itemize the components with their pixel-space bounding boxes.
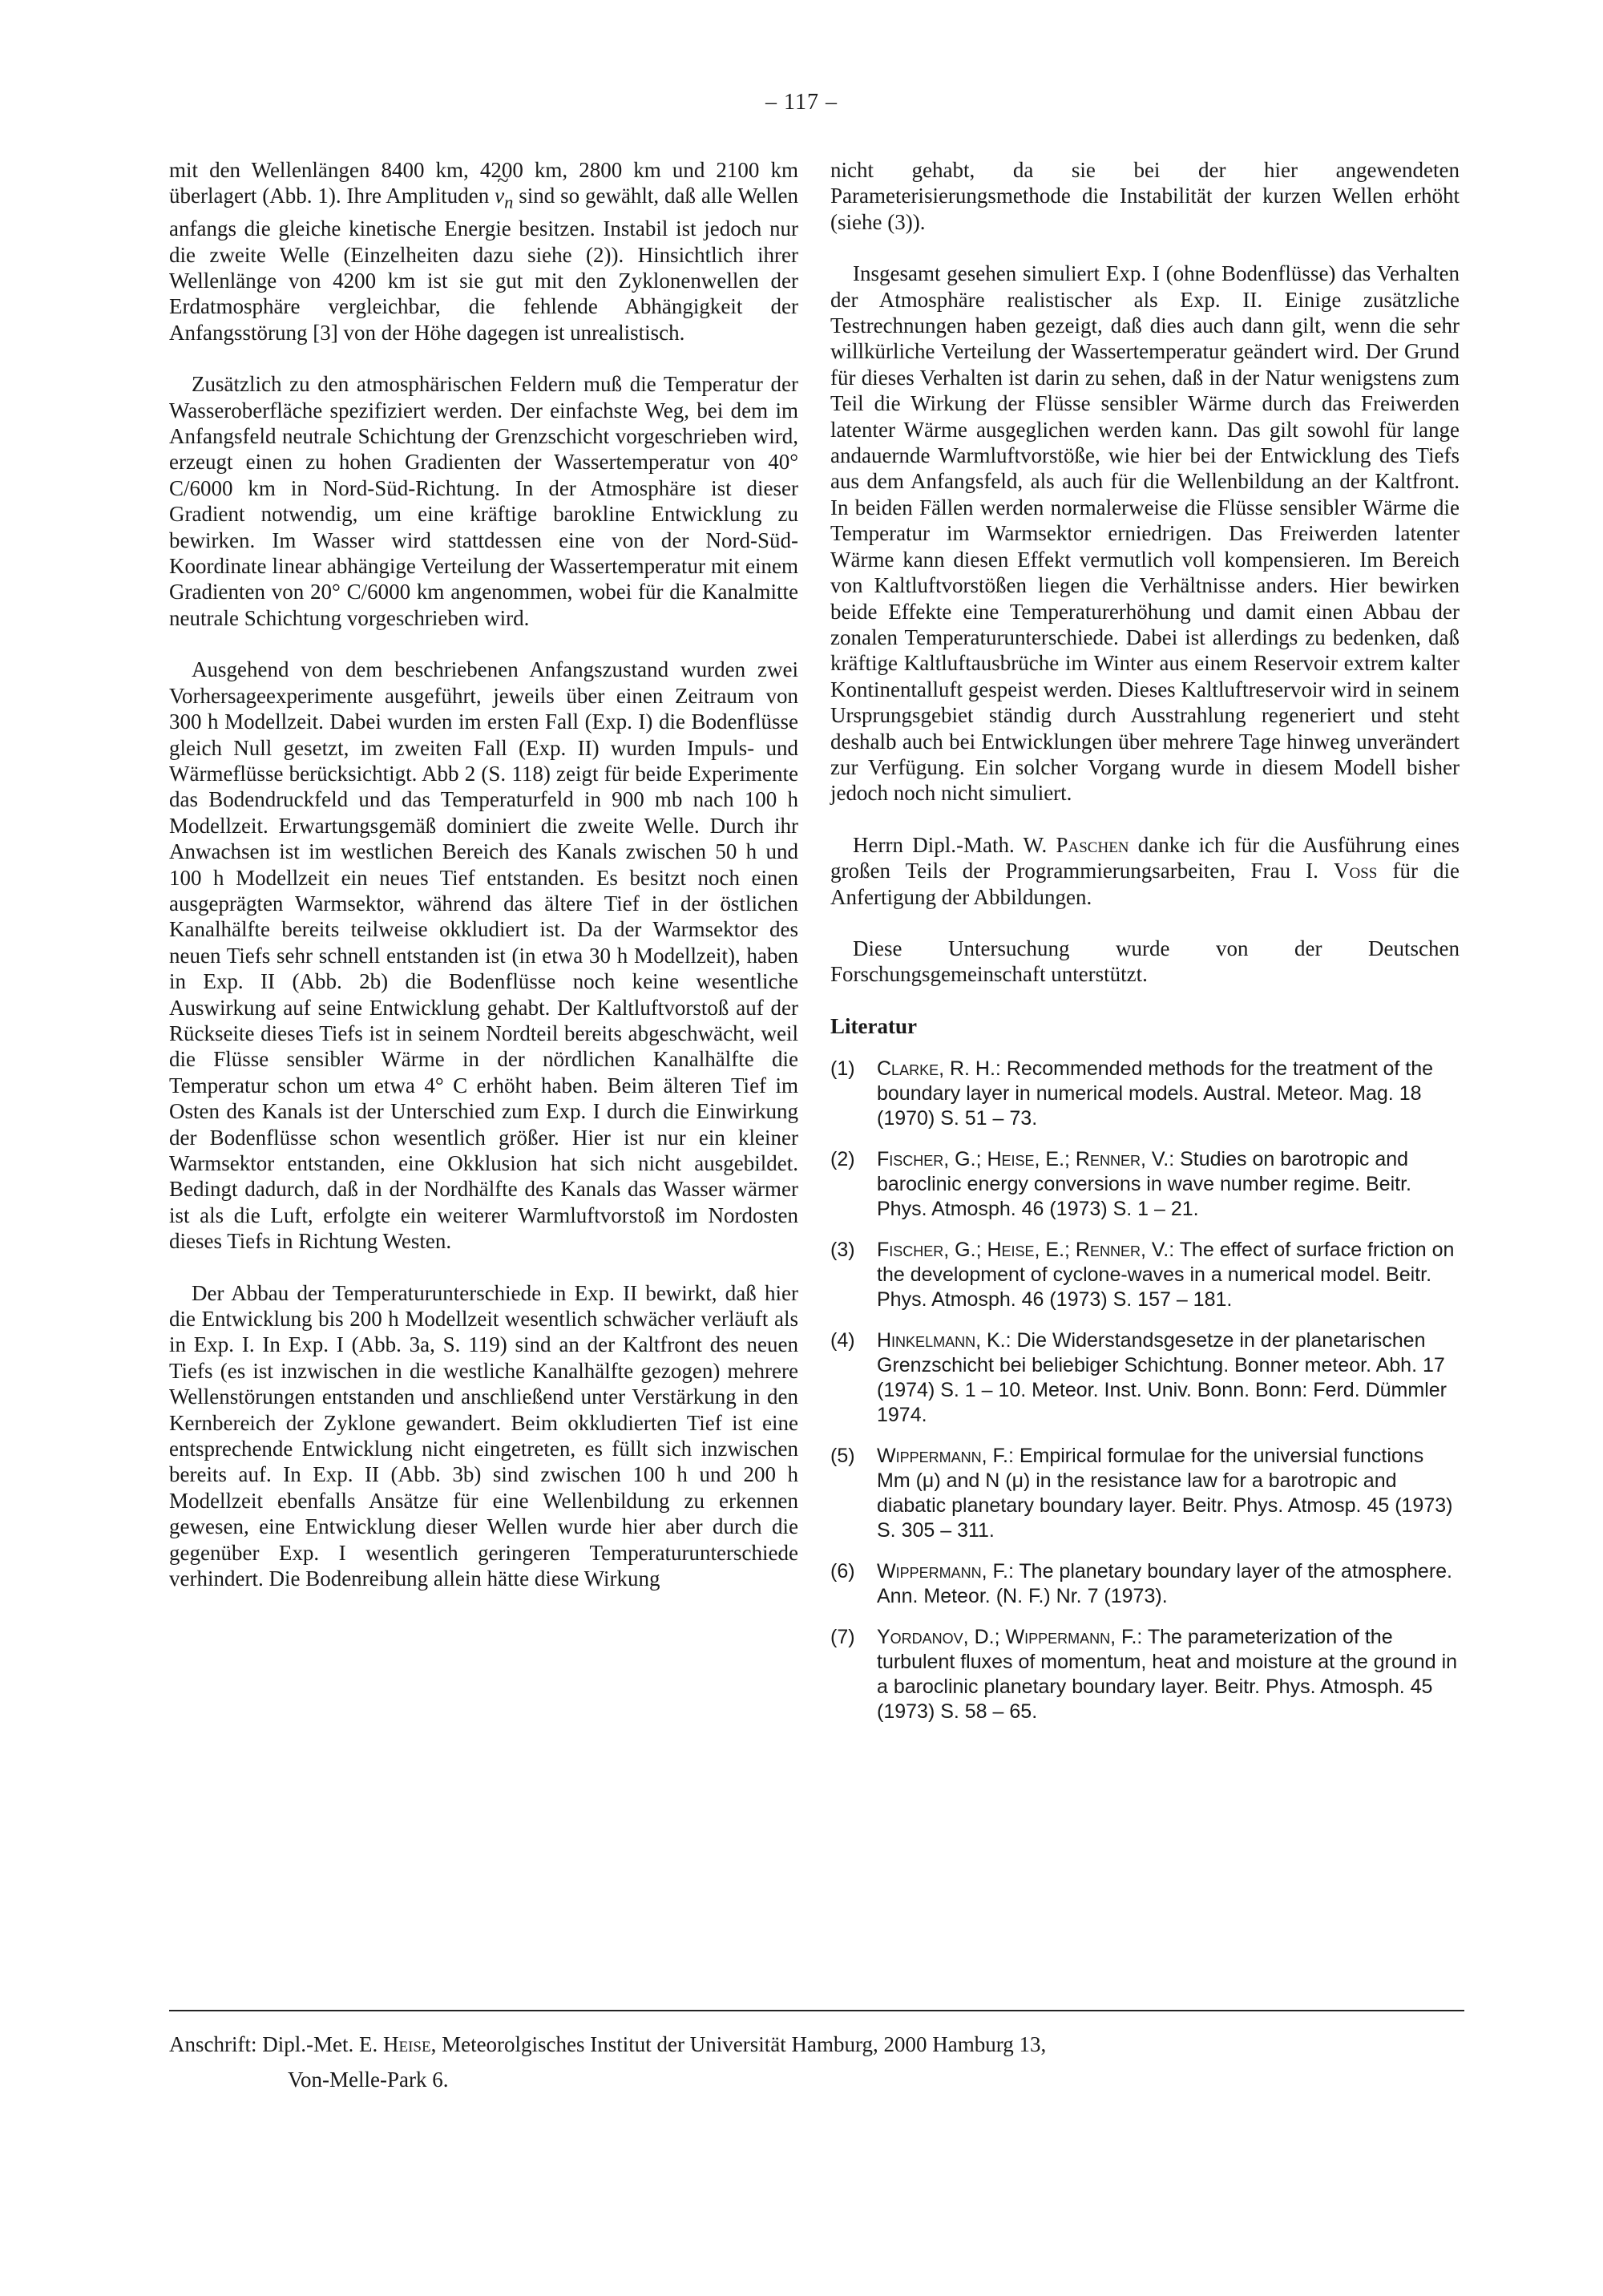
paragraph-experiments: Ausgehend von dem beschriebenen Anfangszustand wurden zwei Vorhersageexperimente ausgeführt, jeweils über einen Zeitraum von 300 h Modellzeit. Dabei wurden im ersten Fall (Exp. I) die Bodenflüsse gleich Null gesetzt, im zweiten Fall (Exp. II) wurden Impuls- und Wärmeflüsse berücksichtigt. Abb 2 (S. 118) zeigt für beide Experimente das Bodendruckfeld und das Temperaturfeld in 900 mb nach 100 h Modellzeit. Erwartungsgemäß dominiert die zweite Welle. Durch ihr Anwachsen ist im westlichen Bereich des Kanals zwischen 50 h und 100 h Modellzeit ein neues Tief entstanden. Es besitzt noch einen ausgeprägten Warmsektor, während das ältere Tief in der östlichen Kanalhälfte bereits teilweise okkludiert ist. Da der Warmsektor des neuen Tiefs sehr schnell entstanden ist (in etwa 30 h Modellzeit), haben in Exp. II (Abb. 2b) die Bodenflüsse noch keine wesentliche Auswirkung auf seine Entwicklung gehabt. Der Kaltluftvorstoß auf der Rückseite dieses Tiefs ist in seinem Nordteil bereits abgeschwächt, weil die Flüsse sensibler Wärme in der nördlichen Kanalhälfte die Temperatur schon um etwa 4° C erhöht haben. Beim älteren Tief im Osten des Kanals ist der Unterschied zum Exp. I durch die Einwirkung der Bodenflüsse schon wesentlich größer. Hier ist nur ein kleiner Warmsektor entstanden, eine Okklusion hat sich nicht ausgebildet. Bedingt dadurch, daß in der Nordhälfte des Kanals das Wasser wärmer ist als die Luft, erfolgte ein weiterer Warmluftvorstoß im Nordosten dieses Tiefs in Richtung Westen. (169, 657, 798, 1254)
reference-item (830, 1328, 1460, 1428)
reference-authors: Clarke, R. H.: (877, 1057, 1001, 1081)
reference-text (877, 1238, 1460, 1312)
reference-body: Studies on barotropic and baroclinic energy conversions in wave number regime. Beitr. Phys. Atmosph. 46 (1973) S. 1 – 21. (877, 1148, 1411, 1221)
paragraph-text: mit den Wellenlängen 8400 km, 4200 km, 2800 km und 2100 km überlagert (Abb. 1). Ihre Amplituden (169, 158, 798, 208)
reference-body: Die Widerstandsgesetze in der planetarischen Grenzschicht bei beliebiger Schichtung. Bonner meteor. Abh. 17 (1974) S. 1 – 10. Meteor. Inst. Univ. Bonn. Bonn: Ferd. Dümmler 1974. (877, 1329, 1447, 1427)
paragraph-continuation: nicht gehabt, da sie bei der hier angewendeten Parameterisierungsmethode die Instabilität der kurzen Wellen erhöht (siehe (3)). (830, 158, 1460, 234)
reference-list (830, 1057, 1460, 1724)
reference-authors: Wippermann, F.: (877, 1560, 1014, 1583)
address-name: Heise (382, 2032, 431, 2056)
reference-number: (3) (830, 1239, 855, 1262)
amplitude-v: v (495, 184, 505, 208)
amplitude-subscript: n (504, 192, 514, 212)
paragraph-text: sind so gewählt, daß alle Wellen anfangs die gleiche kinetische Energie besitzen. Instabil ist jedoch nur die zweite Welle (Einzelheiten dazu siehe (2)). Hinsichtlich ihrer Wellenlänge von 4200 km ist sie gut mit den Zyklonenwellen der Erdatmosphäre vergleichbar, die fehlende Abhängigkeit der Anfangsstörung [3] von der Höhe dagegen ist unrealistisch. (169, 184, 798, 345)
address-suffix: , Meteorolgisches Institut der Universität Hamburg, 2000 Hamburg 13, (430, 2032, 1047, 2056)
ack-name: Paschen (1056, 832, 1129, 857)
reference-body: Recommended methods for the treatment of the boundary layer in numerical models. Austral. Meteor. Mag. 18 (1970) S. 51 – 73. (877, 1057, 1434, 1130)
reference-number: (4) (830, 1329, 855, 1352)
reference-text (877, 1444, 1460, 1543)
paragraph-funding: Diese Untersuchung wurde von der Deutschen Forschungsgemeinschaft unterstützt. (830, 936, 1460, 987)
literatur-heading: Literatur (830, 1013, 917, 1038)
ack-name: Voss (1334, 859, 1378, 883)
reference-item (830, 1057, 1460, 1131)
paragraph-summary: Insgesamt gesehen simuliert Exp. I (ohne Bodenflüsse) das Verhalten der Atmosphäre realistischer als Exp. II. Einige zusätzliche Testrechnungen haben gezeigt, daß dies auch dann gilt, wenn die sehr willkürliche Verteilung der Wassertemperatur geändert wird. Der Grund für dieses Verhalten ist darin zu sehen, daß in der Natur wenigstens zum Teil die Wirkung der Flüsse sensibler Wärme durch das Freiwerden latenter Wärme ausgeglichen werden kann. Das gilt sowohl für lange andauernde Warmluftvorstöße, wie hier bei der Entwicklung des Tiefs aus dem Anfangsfeld, als auch für die Wellenbildung an der Kaltfront. In beiden Fällen werden normalerweise die Flüsse sensibler Wärme die Temperatur im Warmsektor erniedrigen. Das Freiwerden latenter Wärme kann diesen Effekt vermutlich voll kompensieren. Im Bereich von Kaltluftvorstößen liegen die Verhältnisse anders. Hier bewirken beide Effekte eine Temperaturerhöhung und damit einen Abbau der zonalen Temperaturunterschiede. Dabei ist allerdings zu bedenken, daß kräftige Kaltluftausbrüche im Winter aus einem Reservoir extrem kalter Kontinentalluft gespeist werden. Dieses Kaltluftreservoir wird in seinem Ursprungsgebiet ständig durch Ausstrahlung regeneriert und steht deshalb auch bei Entwicklungen über mehrere Tage hinweg unverändert zur Verfügung. Ein solcher Vorgang wurde in diesem Modell bisher jedoch noch nicht simuliert. (830, 261, 1460, 806)
reference-text (877, 1328, 1460, 1428)
ack-text: für die Anfertigung der Abbildungen. (830, 859, 1460, 909)
address-line-1 (169, 2030, 1468, 2059)
reference-item (830, 1147, 1460, 1222)
reference-number: (6) (830, 1560, 855, 1583)
reference-authors: Fischer, G.; Heise, E.; Renner, V.: (877, 1239, 1175, 1262)
reference-item (830, 1559, 1460, 1609)
reference-body: Empirical formulae for the universial functions Mm (μ) and N (μ) in the resistance law for a barotropic and diabatic planetary boundary layer. Beitr. Phys. Atmosp. 45 (1973) S. 305 – 311. (877, 1445, 1453, 1542)
amplitude-symbol (495, 184, 514, 212)
reference-authors: Yordanov, D.; Wippermann, F.: (877, 1626, 1143, 1649)
reference-text (877, 1559, 1460, 1609)
paragraph-water-temperature: Zusätzlich zu den atmosphärischen Feldern muß die Temperatur der Wasseroberfläche spezifiziert werden. Der einfachste Weg, bei dem im Anfangsfeld neutrale Schichtung der Grenzschicht vorgeschrieben wird, erzeugt einen zu hohen Gradienten der Wassertemperatur von 40° C/6000 km in Nord-Süd-Richtung. In der Atmosphäre ist dieser Gradient notwendig, um eine kräftige barokline Entwicklung zu bewirken. Im Wasser wird stattdessen eine von der Nord-Süd-Koordinate linear abhängige Verteilung der Wassertemperatur mit einem Gradienten von 20° C/6000 km angenommen, wobei für die Kanalmitte neutrale Schichtung vorgeschrieben wird. (169, 372, 798, 630)
reference-body: The planetary boundary layer of the atmosphere. Ann. Meteor. (N. F.) Nr. 7 (1973). (877, 1560, 1453, 1608)
right-column (830, 157, 1460, 1740)
reference-text (877, 1057, 1460, 1131)
address-line-2: Von-Melle-Park 6. (288, 2068, 449, 2092)
reference-authors: Fischer, G.; Heise, E.; Renner, V.: (877, 1148, 1175, 1171)
paragraph-temperature-differences: Der Abbau der Temperaturunterschiede in Exp. II bewirkt, daß hier die Entwicklung bis 200 h Modellzeit wesentlich schwächer verläuft als in Exp. I. In Exp. I (Abb. 3a, S. 119) sind an der Kaltfront des neuen Tiefs (es ist inzwischen in die westliche Kanalhälfte gezogen) mehrere Wellenstörungen entstanden und anschließend unter Verstärkung in den Kernbereich der Zyklone gewandert. Beim okkludierten Tief ist eine entsprechende Entwicklung nicht eingetreten, es füllt sich inzwischen bereits auf. In Exp. II (Abb. 3b) sind zwischen 100 h und 200 h Modellzeit ebenfalls Ansätze für eine Wellenbildung zu erkennen gewesen, eine Entwicklung dieser Wellen wurde hier aber durch die gegenüber Exp. I wesentlich geringeren Temperaturunterschiede verhindert. Die Bodenreibung allein hätte diese Wirkung (169, 1280, 798, 1591)
reference-body: The parameterization of the turbulent fluxes of momentum, heat and moisture at the ground in a baroclinic planetary boundary layer. Beitr. Phys. Atmosph. 45 (1973) S. 58 – 65. (877, 1626, 1458, 1724)
left-column (169, 157, 798, 1618)
reference-body: The effect of surface friction on the development of cyclone-waves in a numerical model. Beitr. Phys. Atmosph. 46 (1973) S. 157 – 181. (877, 1239, 1455, 1312)
reference-text (877, 1625, 1460, 1724)
footer-divider (169, 2010, 1464, 2011)
reference-item (830, 1238, 1460, 1312)
paragraph-acknowledgement (830, 832, 1460, 910)
ack-text: danke ich für die Ausführung eines großen Teils der Programmierungsarbeiten, Frau I. (830, 832, 1460, 883)
reference-item (830, 1625, 1460, 1724)
address-prefix: Anschrift: Dipl.-Met. E. (169, 2032, 383, 2056)
reference-number: (1) (830, 1057, 855, 1081)
ack-text: Herrn Dipl.-Math. W. (853, 832, 1056, 857)
reference-number: (7) (830, 1626, 855, 1649)
reference-authors: Hinkelmann, K.: (877, 1329, 1011, 1352)
paragraph-wave-superposition (169, 157, 798, 346)
author-address (169, 2030, 1468, 2094)
reference-item (830, 1444, 1460, 1543)
page-number: – 117 – (765, 90, 838, 115)
reference-authors: Wippermann, F.: (877, 1445, 1014, 1468)
reference-number: (2) (830, 1148, 855, 1171)
reference-text (877, 1147, 1460, 1222)
reference-number: (5) (830, 1445, 855, 1468)
